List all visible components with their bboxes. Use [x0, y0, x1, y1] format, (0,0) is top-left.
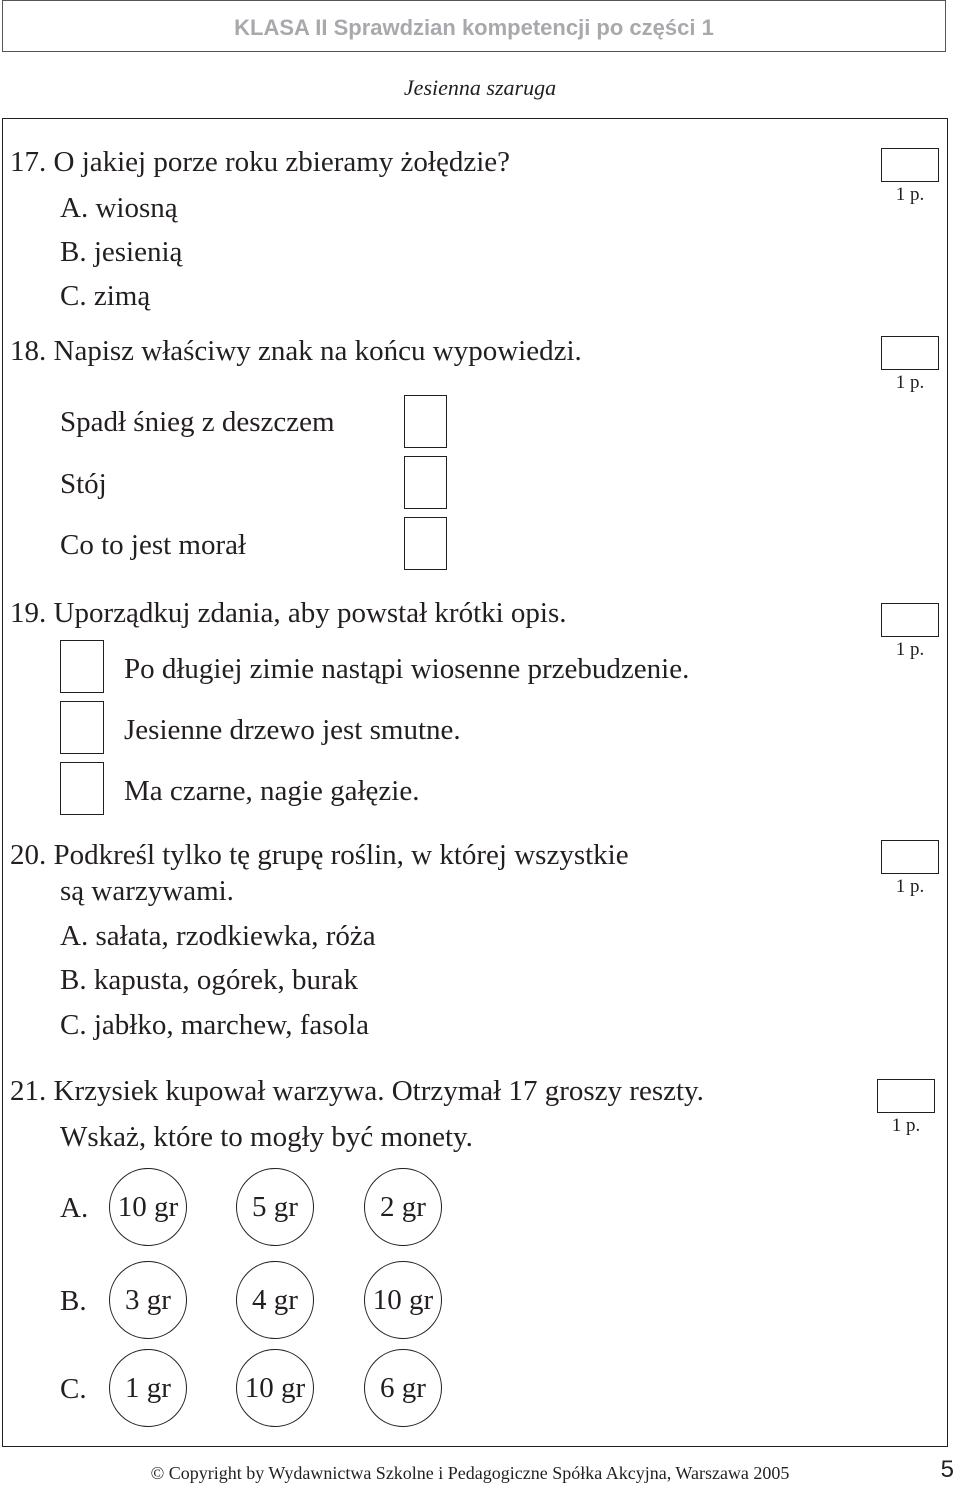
q21-question-line-1: 21. Krzysiek kupował warzywa. Otrzymał 17 groszy reszty. [10, 1075, 704, 1107]
page-number: 5 [940, 1456, 954, 1483]
q17-score-label: 1 p. [895, 184, 925, 205]
coin[interactable]: 10 gr [109, 1168, 187, 1246]
q18-score-label: 1 p. [895, 372, 925, 393]
copyright-text: © Copyright by Wydawnictwa Szkolne i Pedagogiczne Spółka Akcyjna, Warszawa 2005 [150, 1463, 790, 1483]
q17-score-box [881, 148, 939, 208]
q19-order-box-3[interactable] [60, 762, 104, 815]
q21-score-box [877, 1079, 935, 1139]
q21-row-b-label: B. [60, 1285, 87, 1317]
q18-answer-box-1[interactable] [404, 395, 447, 448]
q20-question-line-1: 20. Podkreśl tylko tę grupę roślin, w której wszystkie [10, 839, 629, 871]
q18-score-field[interactable] [881, 336, 939, 370]
q21-row-c-label: C. [60, 1373, 87, 1405]
q18-question: 18. Napisz właściwy znak na końcu wypowiedzi. [10, 335, 582, 367]
q19-sentence-1: Po długiej zimie nastąpi wiosenne przebudzenie. [124, 653, 690, 685]
coin[interactable]: 6 gr [364, 1349, 442, 1427]
q17-score-field[interactable] [881, 148, 939, 182]
q18-answer-box-2[interactable] [404, 456, 447, 509]
q18-answer-box-3[interactable] [404, 517, 447, 570]
header-title: KLASA II Sprawdzian kompetencji po części 1 [2, 0, 946, 52]
q21-score-label: 1 p. [891, 1115, 921, 1136]
q21-question-line-2: Wskaż, które to mogły być monety. [60, 1121, 473, 1153]
q20-option-c: C. jabłko, marchew, fasola [60, 1009, 369, 1041]
coin[interactable]: 5 gr [236, 1168, 314, 1246]
q19-order-box-2[interactable] [60, 701, 104, 754]
coin[interactable]: 10 gr [364, 1261, 442, 1339]
q17-option-a: A. wiosną [60, 192, 178, 224]
q18-sentence-2: Stój [60, 468, 107, 500]
coin[interactable]: 4 gr [236, 1261, 314, 1339]
q18-score-box [881, 336, 939, 396]
q18-sentence-1: Spadł śnieg z deszczem [60, 406, 335, 438]
q20-score-box [881, 840, 939, 900]
q19-score-label: 1 p. [895, 639, 925, 660]
q21-score-field[interactable] [877, 1079, 935, 1113]
q17-option-c: C. zimą [60, 280, 151, 312]
q19-score-field[interactable] [881, 603, 939, 637]
q19-sentence-2: Jesienne drzewo jest smutne. [124, 714, 461, 746]
coin[interactable]: 2 gr [364, 1168, 442, 1246]
q19-score-box [881, 603, 939, 663]
q17-option-b: B. jesienią [60, 236, 183, 268]
q21-row-a-label: A. [60, 1192, 89, 1224]
coin[interactable]: 1 gr [109, 1349, 187, 1427]
q20-option-a: A. sałata, rzodkiewka, róża [60, 920, 376, 952]
q18-sentence-3: Co to jest morał [60, 529, 247, 561]
q20-score-label: 1 p. [895, 876, 925, 897]
q20-question-line-2: są warzywami. [60, 875, 234, 907]
coin[interactable]: 3 gr [109, 1261, 187, 1339]
q17-question: 17. O jakiej porze roku zbieramy żołędzie? [10, 146, 511, 178]
section-title: Jesienna szaruga [403, 75, 557, 100]
coin[interactable]: 10 gr [236, 1349, 314, 1427]
q20-score-field[interactable] [881, 840, 939, 874]
q19-order-box-1[interactable] [60, 640, 104, 693]
q19-question: 19. Uporządkuj zdania, aby powstał krótki opis. [10, 597, 567, 629]
q19-sentence-3: Ma czarne, nagie gałęzie. [124, 775, 420, 807]
q20-option-b: B. kapusta, ogórek, burak [60, 964, 358, 996]
